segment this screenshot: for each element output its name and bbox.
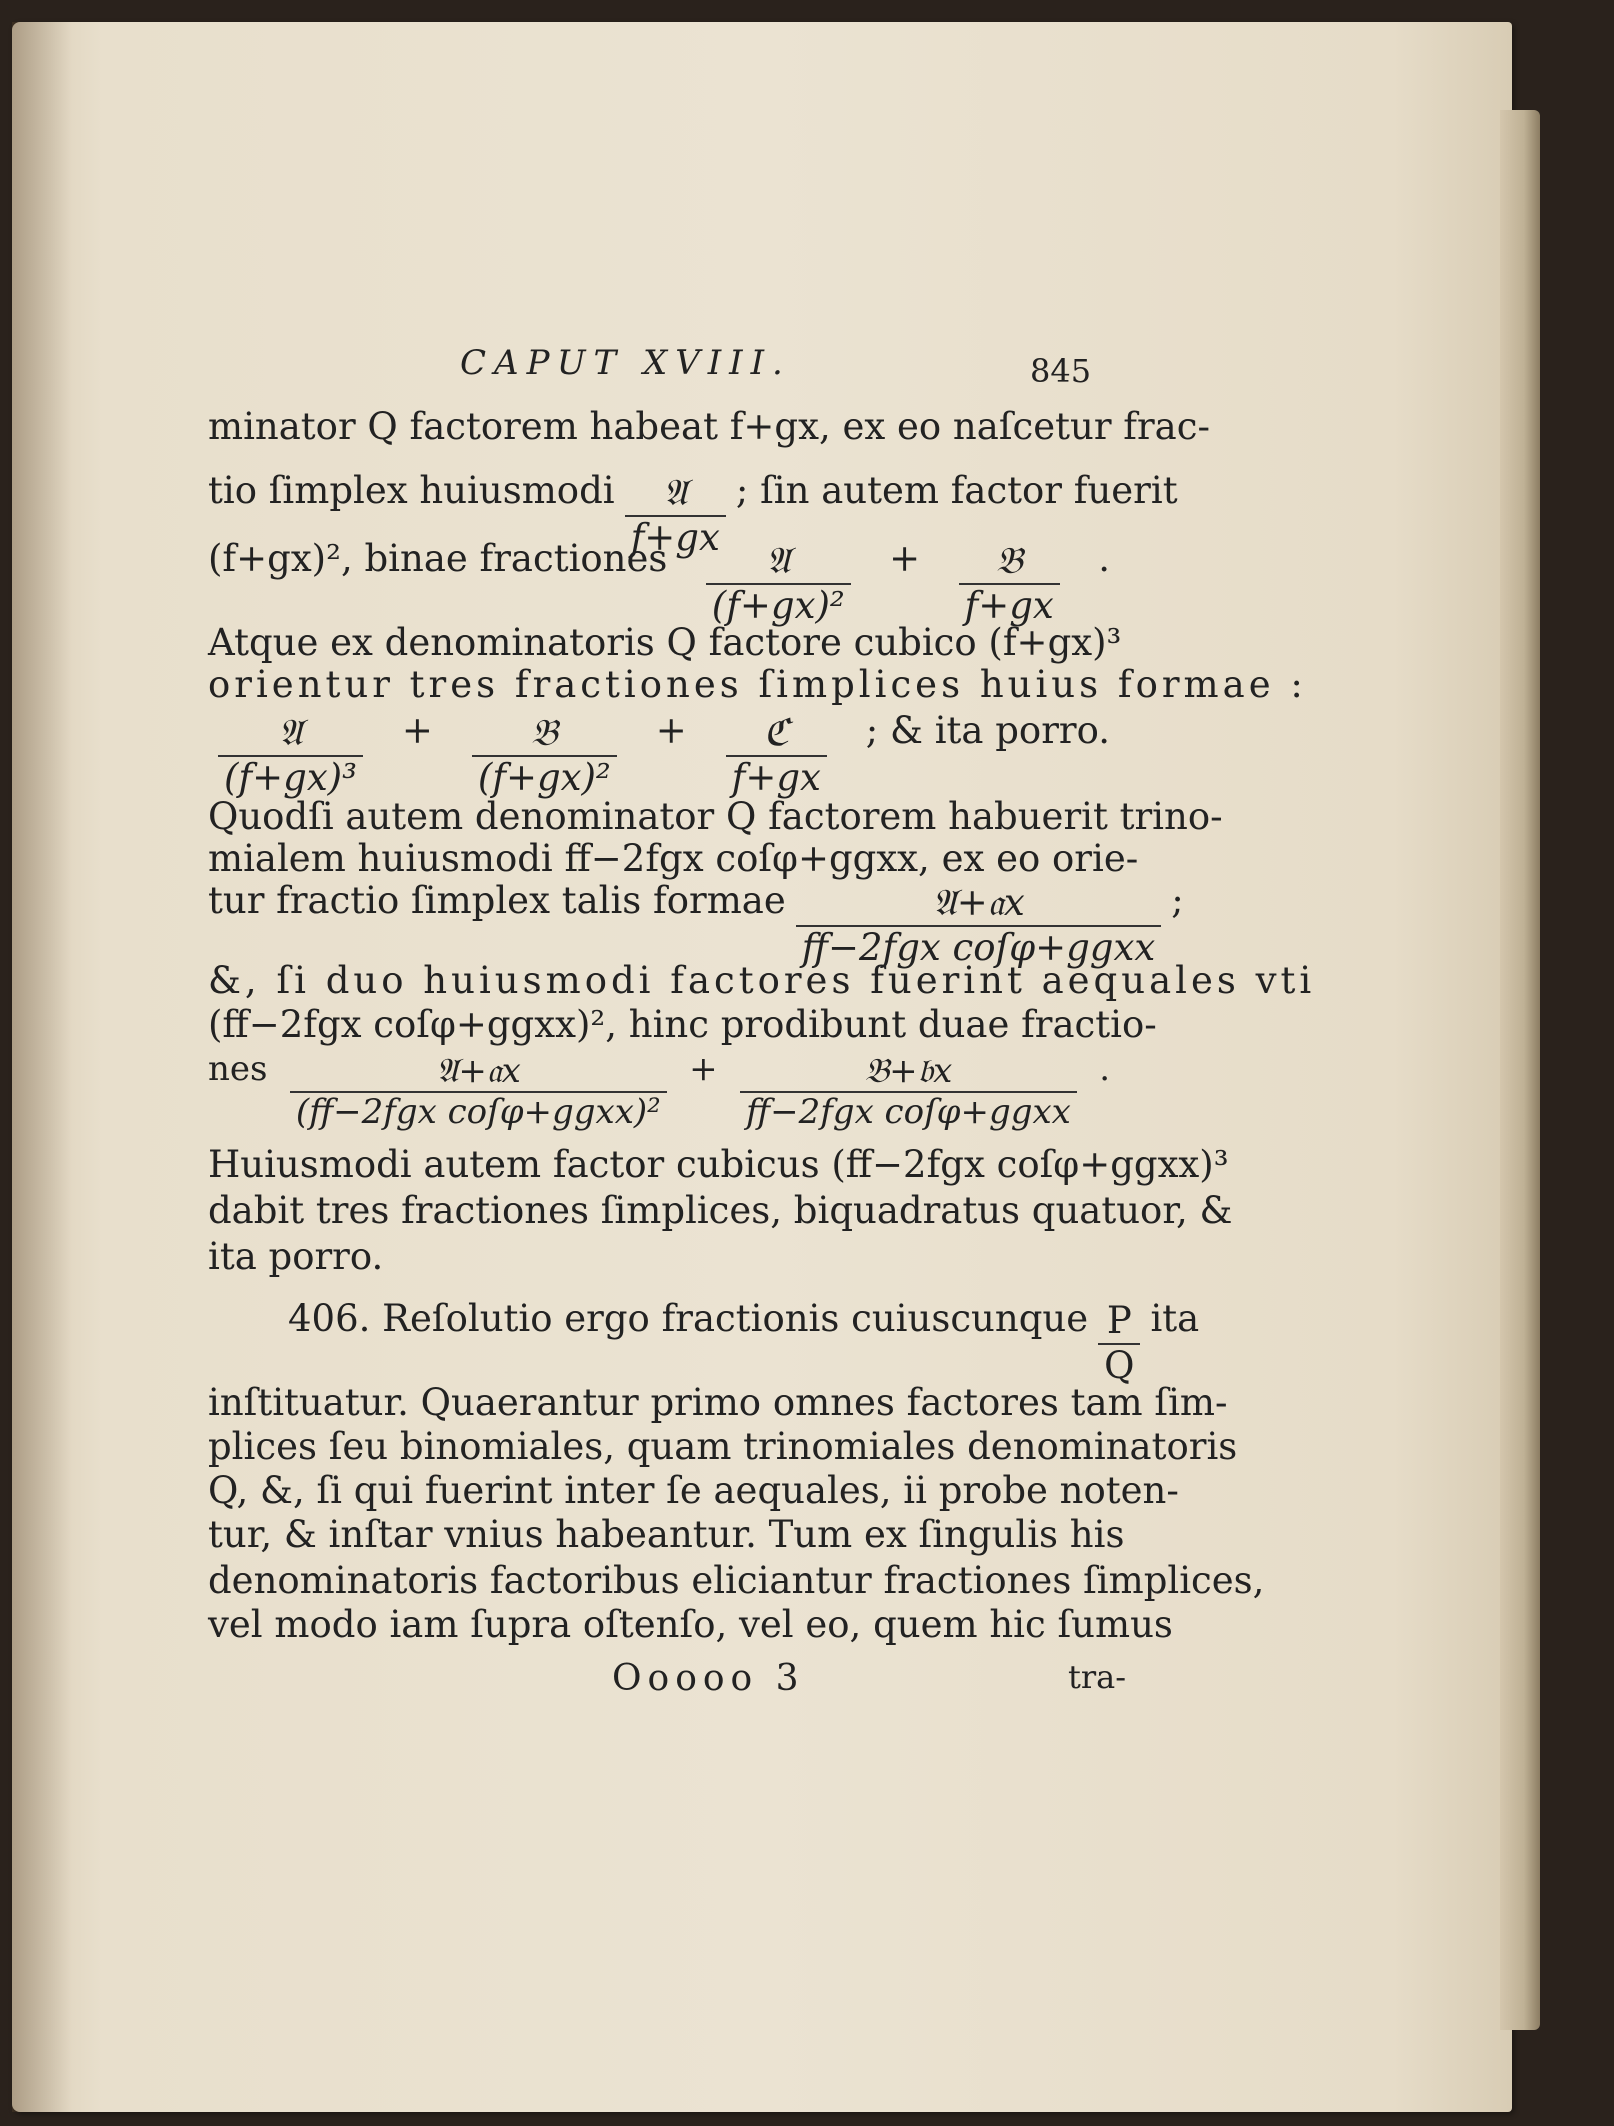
text-line: minator Q factorem habeat f+gx, ex eo naſcetur frac- [208,405,1210,448]
fraction-denominator: (f+gx)² [472,755,617,800]
fraction-denominator: (ff−2fgx coſφ+ggxx)² [290,1091,667,1132]
signature-mark: Ooooo 3 [612,1658,805,1699]
fraction [472,712,617,799]
fraction [218,712,363,799]
text-line-fraction [208,1297,1200,1387]
text-segment: ita [1150,1297,1200,1340]
fraction-numerator: 𝔄+𝔞x [932,881,1025,924]
fraction-denominator: (f+gx)³ [218,755,363,800]
fraction-numerator: P [1106,1299,1132,1342]
text-segment: (f+gx)², binae fractiones [208,537,668,580]
fraction-numerator: 𝔄 [662,471,688,514]
fraction [706,540,851,627]
fraction-denominator: ff−2fgx coſφ+ggxx [796,925,1161,970]
fraction-numerator: 𝔄 [766,539,791,582]
text-line: inſtituatur. Quaerantur primo omnes factores tam ſim- [208,1381,1228,1424]
text-line: Q, &, ſi qui fuerint inter ſe aequales, ii probe noten- [208,1469,1179,1512]
plus-sign: + [655,709,687,752]
text-segment: nes [208,1049,268,1089]
text-segment: ; ſin autem factor fuerit [735,469,1178,512]
text-line-fraction [208,709,1110,799]
fraction-denominator: ff−2fgx coſφ+ggxx [740,1091,1077,1132]
text-line: ita porro. [208,1235,384,1278]
fraction [726,712,827,799]
text-line: Quodſi autem denominator Q factorem habuerit trino- [208,795,1223,838]
fraction-numerator: 𝔄 [278,711,303,754]
plus-sign: + [689,1049,718,1089]
fraction-denominator: f+gx [959,583,1060,628]
fraction-denominator: f+gx [625,515,726,560]
text-line: &, ſi duo huiusmodi factores fuerint aequales vti [208,959,1316,1002]
catchword: tra- [1068,1658,1127,1696]
page-number: 845 [1030,352,1092,390]
text-line-fraction [208,537,1110,627]
punctuation: . [1099,1049,1110,1089]
text-line: Huiusmodi autem factor cubicus (ff−2fgx coſφ+ggxx)³ [208,1143,1229,1186]
text-line: denominatoris factoribus eliciantur fractiones ſimplices, [208,1559,1265,1602]
fraction-denominator: (f+gx)² [706,583,851,628]
text-line: vel modo iam ſupra oſtenſo, vel eo, quem hic ſumus [208,1603,1173,1646]
text-line: (ff−2fgx coſφ+ggxx)², hinc prodibunt duae fractio- [208,1003,1157,1046]
text-line: tur, & inſtar vnius habeantur. Tum ex ſingulis his [208,1513,1125,1556]
text-line: mialem huiusmodi ff−2fgx coſφ+ggxx, ex eo orie- [208,837,1139,880]
text-line: plices ſeu binomiales, quam trinomiales denominatoris [208,1425,1238,1468]
text-segment: tio ſimplex huiusmodi [208,469,615,512]
spine-shadow [12,22,72,2112]
running-header: CAPUT XVIII. [460,343,791,383]
fraction [959,540,1060,627]
fraction-denominator: Q [1098,1343,1140,1388]
fraction-numerator: 𝔄+𝔞x [435,1051,521,1091]
paragraph-start: 406. Reſolutio ergo fractionis cuiuscunque [288,1297,1089,1340]
fraction [1098,1300,1140,1387]
fraction-numerator: 𝔅 [530,711,558,754]
text-line: dabit tres fractiones ſimplices, biquadratus quatuor, & [208,1189,1233,1232]
fraction-numerator: 𝔅+𝔟x [864,1051,953,1091]
fraction-numerator: 𝔅 [995,539,1023,582]
text-line-fraction [208,1049,1110,1133]
next-page-edge [1500,110,1540,2030]
fraction [740,1052,1077,1132]
text-line: Atque ex denominatoris Q factore cubico (f+gx)³ [208,621,1122,664]
fraction-numerator: ℭ [763,711,790,754]
plus-sign: + [401,709,433,752]
fraction [796,882,1161,969]
text-segment: ; & ita porro. [865,709,1110,752]
text-line: orientur tres fractiones ſimplices huius formae : [208,663,1307,706]
text-line-fraction [208,879,1184,969]
text-segment: tur fractio ſimplex talis formae [208,879,786,922]
plus-sign: + [889,537,921,580]
fraction [290,1052,667,1132]
fraction-denominator: f+gx [726,755,827,800]
punctuation: . [1098,537,1110,580]
punctuation: ; [1171,879,1184,922]
